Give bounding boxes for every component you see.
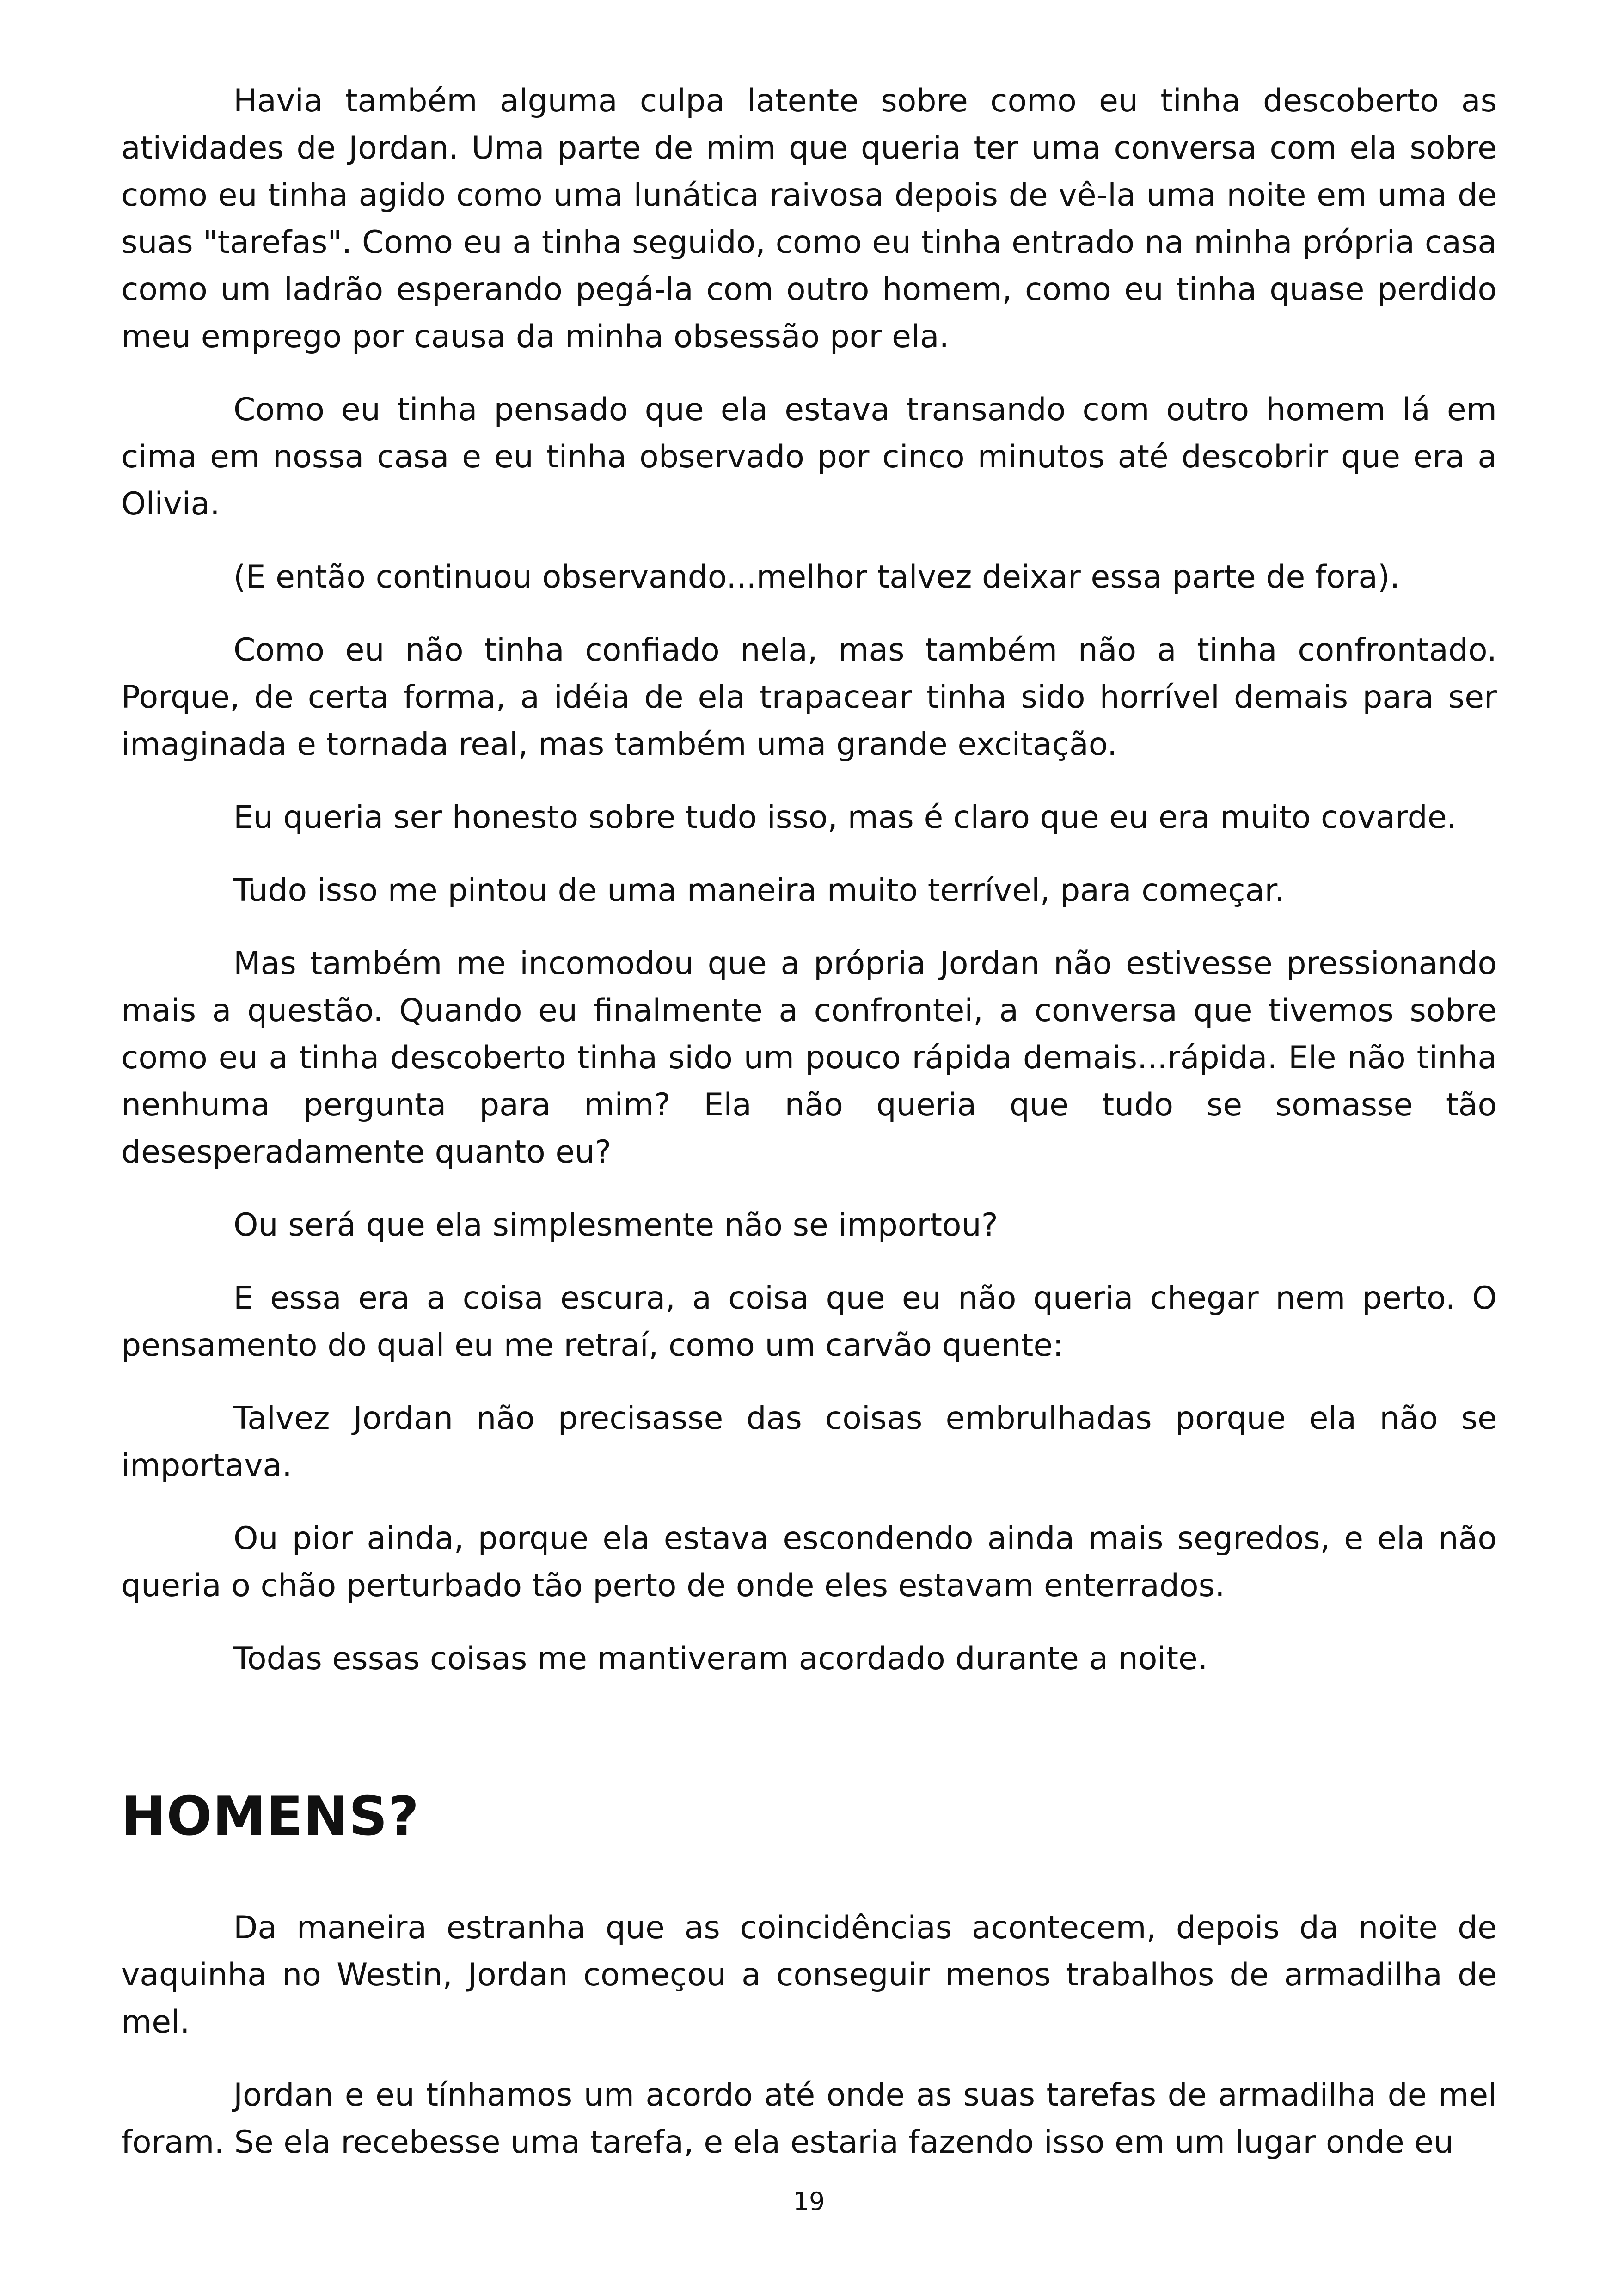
page-number: 19 [793,2187,825,2216]
paragraph: E essa era a coisa escura, a coisa que eu não queria chegar nem perto. O pensamento do qual eu me retraí, como um carvão quente: [121,1280,1497,1364]
body-text [121,78,1497,2192]
paragraph: Jordan e eu tínhamos um acordo até onde as suas tarefas de armadilha de mel foram. Se ela recebesse uma tarefa, e ela estaria fazendo isso em um lugar onde eu [121,2077,1497,2161]
paragraph: Eu queria ser honesto sobre tudo isso, mas é claro que eu era muito covarde. [233,799,1457,836]
paragraph: Como eu tinha pensado que ela estava transando com outro homem lá em cima em nossa casa e eu tinha observado por cinco minutos até descobrir que era a Olivia. [121,392,1497,522]
paragraph: Ou será que ela simplesmente não se importou? [233,1207,998,1243]
paragraph: Havia também alguma culpa latente sobre como eu tinha descoberto as atividades de Jordan. Uma parte de mim que queria ter uma conversa com ela sobre como eu tinha agido como uma lunática raivosa depois de vê-la uma noite em uma de suas "tarefas". Como eu a tinha seguido, como eu tinha entrado na minha própria casa como um ladrão esperando pegá-la com outro homem, como eu tinha quase perdido meu emprego por causa da minha obsessão por ela. [121,83,1497,355]
paragraph: (E então continuou observando...melhor talvez deixar essa parte de fora). [233,559,1400,595]
paragraph: Tudo isso me pintou de uma maneira muito terrível, para começar. [233,872,1285,909]
paragraph: Ou pior ainda, porque ela estava escondendo ainda mais segredos, e ela não queria o chão perturbado tão perto de onde eles estavam enterrados. [121,1520,1497,1604]
paragraph: Como eu não tinha confiado nela, mas também não a tinha confrontado. Porque, de certa forma, a idéia de ela trapacear tinha sido horrível demais para ser imaginada e tornada real, mas também uma grande excitação. [121,632,1497,763]
paragraph: Talvez Jordan não precisasse das coisas embrulhadas porque ela não se importava. [121,1400,1497,1484]
paragraph: Mas também me incomodou que a própria Jordan não estivesse pressionando mais a questão. Quando eu finalmente a confrontei, a conversa que tivemos sobre como eu a tinha descoberto tinha sido um pouco rápida demais...rápida. Ele não tinha nenhuma pergunta para mim? Ela não queria que tudo se somasse tão desesperadamente quanto eu? [121,945,1497,1170]
paragraph: Todas essas coisas me mantiveram acordado durante a noite. [233,1641,1208,1677]
paragraph: Da maneira estranha que as coincidências acontecem, depois da noite de vaquinha no Westin, Jordan começou a conseguir menos trabalhos de armadilha de mel. [121,1910,1497,2040]
section-heading: HOMENS? [121,1785,420,1848]
